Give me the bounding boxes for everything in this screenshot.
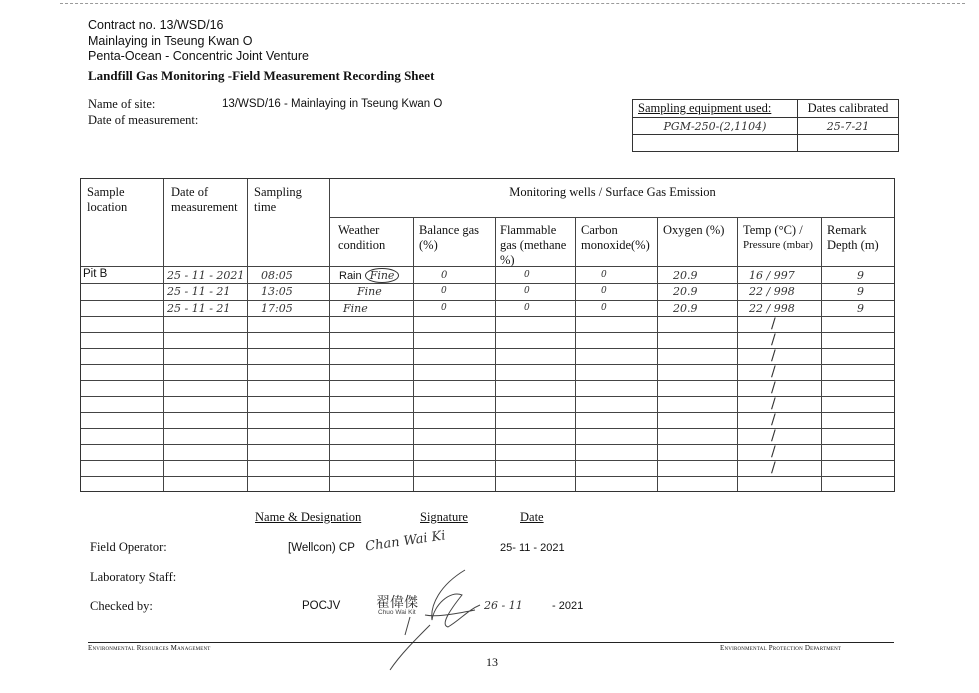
footer-left: Environmental Resources Management — [88, 644, 211, 652]
col-divider — [821, 217, 822, 491]
empty-slash-mark: / — [771, 412, 776, 428]
field-operator-signature: Chan Wai Ki — [364, 528, 447, 555]
empty-slash-mark: / — [771, 364, 776, 380]
header-oxygen: Oxygen (%) — [663, 223, 725, 237]
col-divider — [413, 217, 414, 491]
field-operator-label: Field Operator: — [90, 540, 167, 554]
header-sampling-time: Sampling time — [254, 185, 302, 214]
row2-co: 0 — [601, 286, 607, 296]
row1-temp-pressure: 16 / 997 — [749, 269, 795, 282]
calibrated-value: 25-7-21 — [798, 118, 899, 135]
row2-time: 13:05 — [261, 285, 293, 298]
checked-by-stamp: 翟偉傑 — [376, 595, 418, 611]
equipment-empty-cell — [633, 135, 798, 152]
header-temp-pressure — [743, 223, 821, 253]
header-pressure: Pressure (mbar) — [743, 239, 813, 251]
header-date-of-measurement: Date of measurement — [171, 185, 238, 214]
row3-oxygen: 20.9 — [673, 302, 698, 315]
field-operator-date: 25- 11 - 2021 — [500, 542, 565, 554]
header-monitoring-group: Monitoring wells / Surface Gas Emission — [509, 185, 716, 199]
header-flammable-gas: Flammable gas (methane %) — [500, 223, 567, 267]
top-edge-line — [60, 3, 965, 4]
header-temp: Temp (°C) / — [743, 223, 803, 237]
empty-slash-mark: / — [771, 444, 776, 460]
row3-time: 17:05 — [261, 302, 293, 315]
equipment-table — [632, 99, 899, 152]
row1-pressure: 997 — [773, 269, 795, 282]
equipment-value: PGM-250-(2,1104) — [633, 118, 798, 135]
header-sample-location: Sample location — [87, 185, 128, 214]
row1-time: 08:05 — [261, 269, 293, 282]
col-divider — [575, 217, 576, 491]
site-name-label: Name of site: — [88, 97, 156, 111]
footer-right: Environmental Protection Department — [720, 644, 842, 652]
monitoring-table — [80, 178, 895, 492]
row1-remark: 9 — [857, 269, 864, 282]
row3-flammable: 0 — [524, 303, 530, 313]
checked-by-signature-scribble — [370, 565, 500, 675]
header-remark-depth: Remark Depth (m) — [827, 223, 879, 252]
row1-balance: 0 — [441, 270, 448, 281]
row3-remark: 9 — [857, 302, 864, 315]
row3-date: 25 - 11 - 21 — [167, 302, 231, 315]
header-carbon-monoxide: Carbon monoxide(%) — [581, 223, 650, 252]
row-divider — [329, 217, 894, 218]
field-operator-name: [Wellcon) CP — [288, 542, 355, 554]
row1-oxygen: 20.9 — [673, 269, 698, 282]
row-divider — [81, 266, 894, 267]
empty-slash-mark: / — [771, 428, 776, 444]
row1-location: Pit B — [83, 268, 108, 280]
row1-flammable: 0 — [524, 270, 530, 280]
measurement-date-label: Date of measurement: — [88, 113, 199, 127]
calibrated-header: Dates calibrated — [798, 100, 899, 118]
row2-weather: Fine — [357, 285, 382, 298]
sheet-title: Landfill Gas Monitoring -Field Measurement Recording Sheet — [88, 68, 435, 83]
signature-header: Signature — [420, 510, 468, 524]
row1-date: 25 - 11 - 2021 — [167, 269, 245, 282]
row1-weather — [339, 268, 399, 284]
row1-weather-value: Fine — [365, 268, 400, 283]
laboratory-staff-label: Laboratory Staff: — [90, 570, 177, 584]
row2-oxygen: 20.9 — [673, 285, 698, 298]
name-designation-header: Name & Designation — [255, 510, 362, 524]
calibrated-empty-cell — [798, 135, 899, 152]
empty-slash-mark: / — [771, 348, 776, 364]
project-name: Mainlaying in Tseung Kwan O — [88, 33, 253, 48]
row2-temp: 22 — [749, 285, 763, 298]
row3-balance: 0 — [441, 303, 447, 313]
empty-slash-mark: / — [771, 316, 776, 332]
row2-remark: 9 — [857, 285, 864, 298]
row2-date: 25 - 11 - 21 — [167, 285, 231, 298]
header-balance-gas: Balance gas (%) — [419, 223, 480, 252]
checked-by-stamp-sub: Chuo Wai Kit — [378, 609, 416, 616]
page-number: 13 — [486, 655, 498, 669]
col-divider — [737, 217, 738, 491]
site-name-value: 13/WSD/16 - Mainlaying in Tseung Kwan O — [222, 98, 443, 110]
site-labels — [88, 96, 198, 128]
row3-temp: 22 — [749, 302, 763, 315]
footer-rule — [88, 642, 894, 643]
checked-by-date-handwritten: 26 - 11 — [484, 599, 523, 612]
col-divider — [657, 217, 658, 491]
row2-flammable: 0 — [524, 286, 530, 296]
row2-temp-pressure: 22 / 998 — [749, 285, 795, 298]
empty-slash-mark: / — [771, 332, 776, 348]
row3-pressure: 998 — [773, 302, 795, 315]
document-header — [88, 18, 309, 65]
row1-weather-prefix: Rain — [339, 270, 362, 282]
contract-number: Contract no. 13/WSD/16 — [88, 18, 224, 32]
header-weather: Weather condition — [338, 223, 386, 252]
row-divider — [81, 476, 894, 477]
contractor-name: Penta-Ocean - Concentric Joint Venture — [88, 49, 309, 63]
date-header: Date — [520, 510, 544, 524]
row3-temp-pressure: 22 / 998 — [749, 302, 795, 315]
empty-slash-mark: / — [771, 460, 776, 476]
row1-co: 0 — [601, 270, 607, 280]
row3-co: 0 — [601, 303, 607, 313]
row2-balance: 0 — [441, 286, 447, 296]
equipment-header: Sampling equipment used: — [633, 100, 798, 118]
checked-by-label: Checked by: — [90, 599, 153, 613]
checked-by-date-printed: - 2021 — [552, 600, 584, 612]
col-divider — [495, 217, 496, 491]
empty-slash-mark: / — [771, 380, 776, 396]
empty-slash-mark: / — [771, 396, 776, 412]
checked-by-name: POCJV — [302, 600, 341, 612]
row2-pressure: 998 — [773, 285, 795, 298]
row1-temp: 16 — [749, 269, 763, 282]
row3-weather: Fine — [343, 302, 368, 315]
